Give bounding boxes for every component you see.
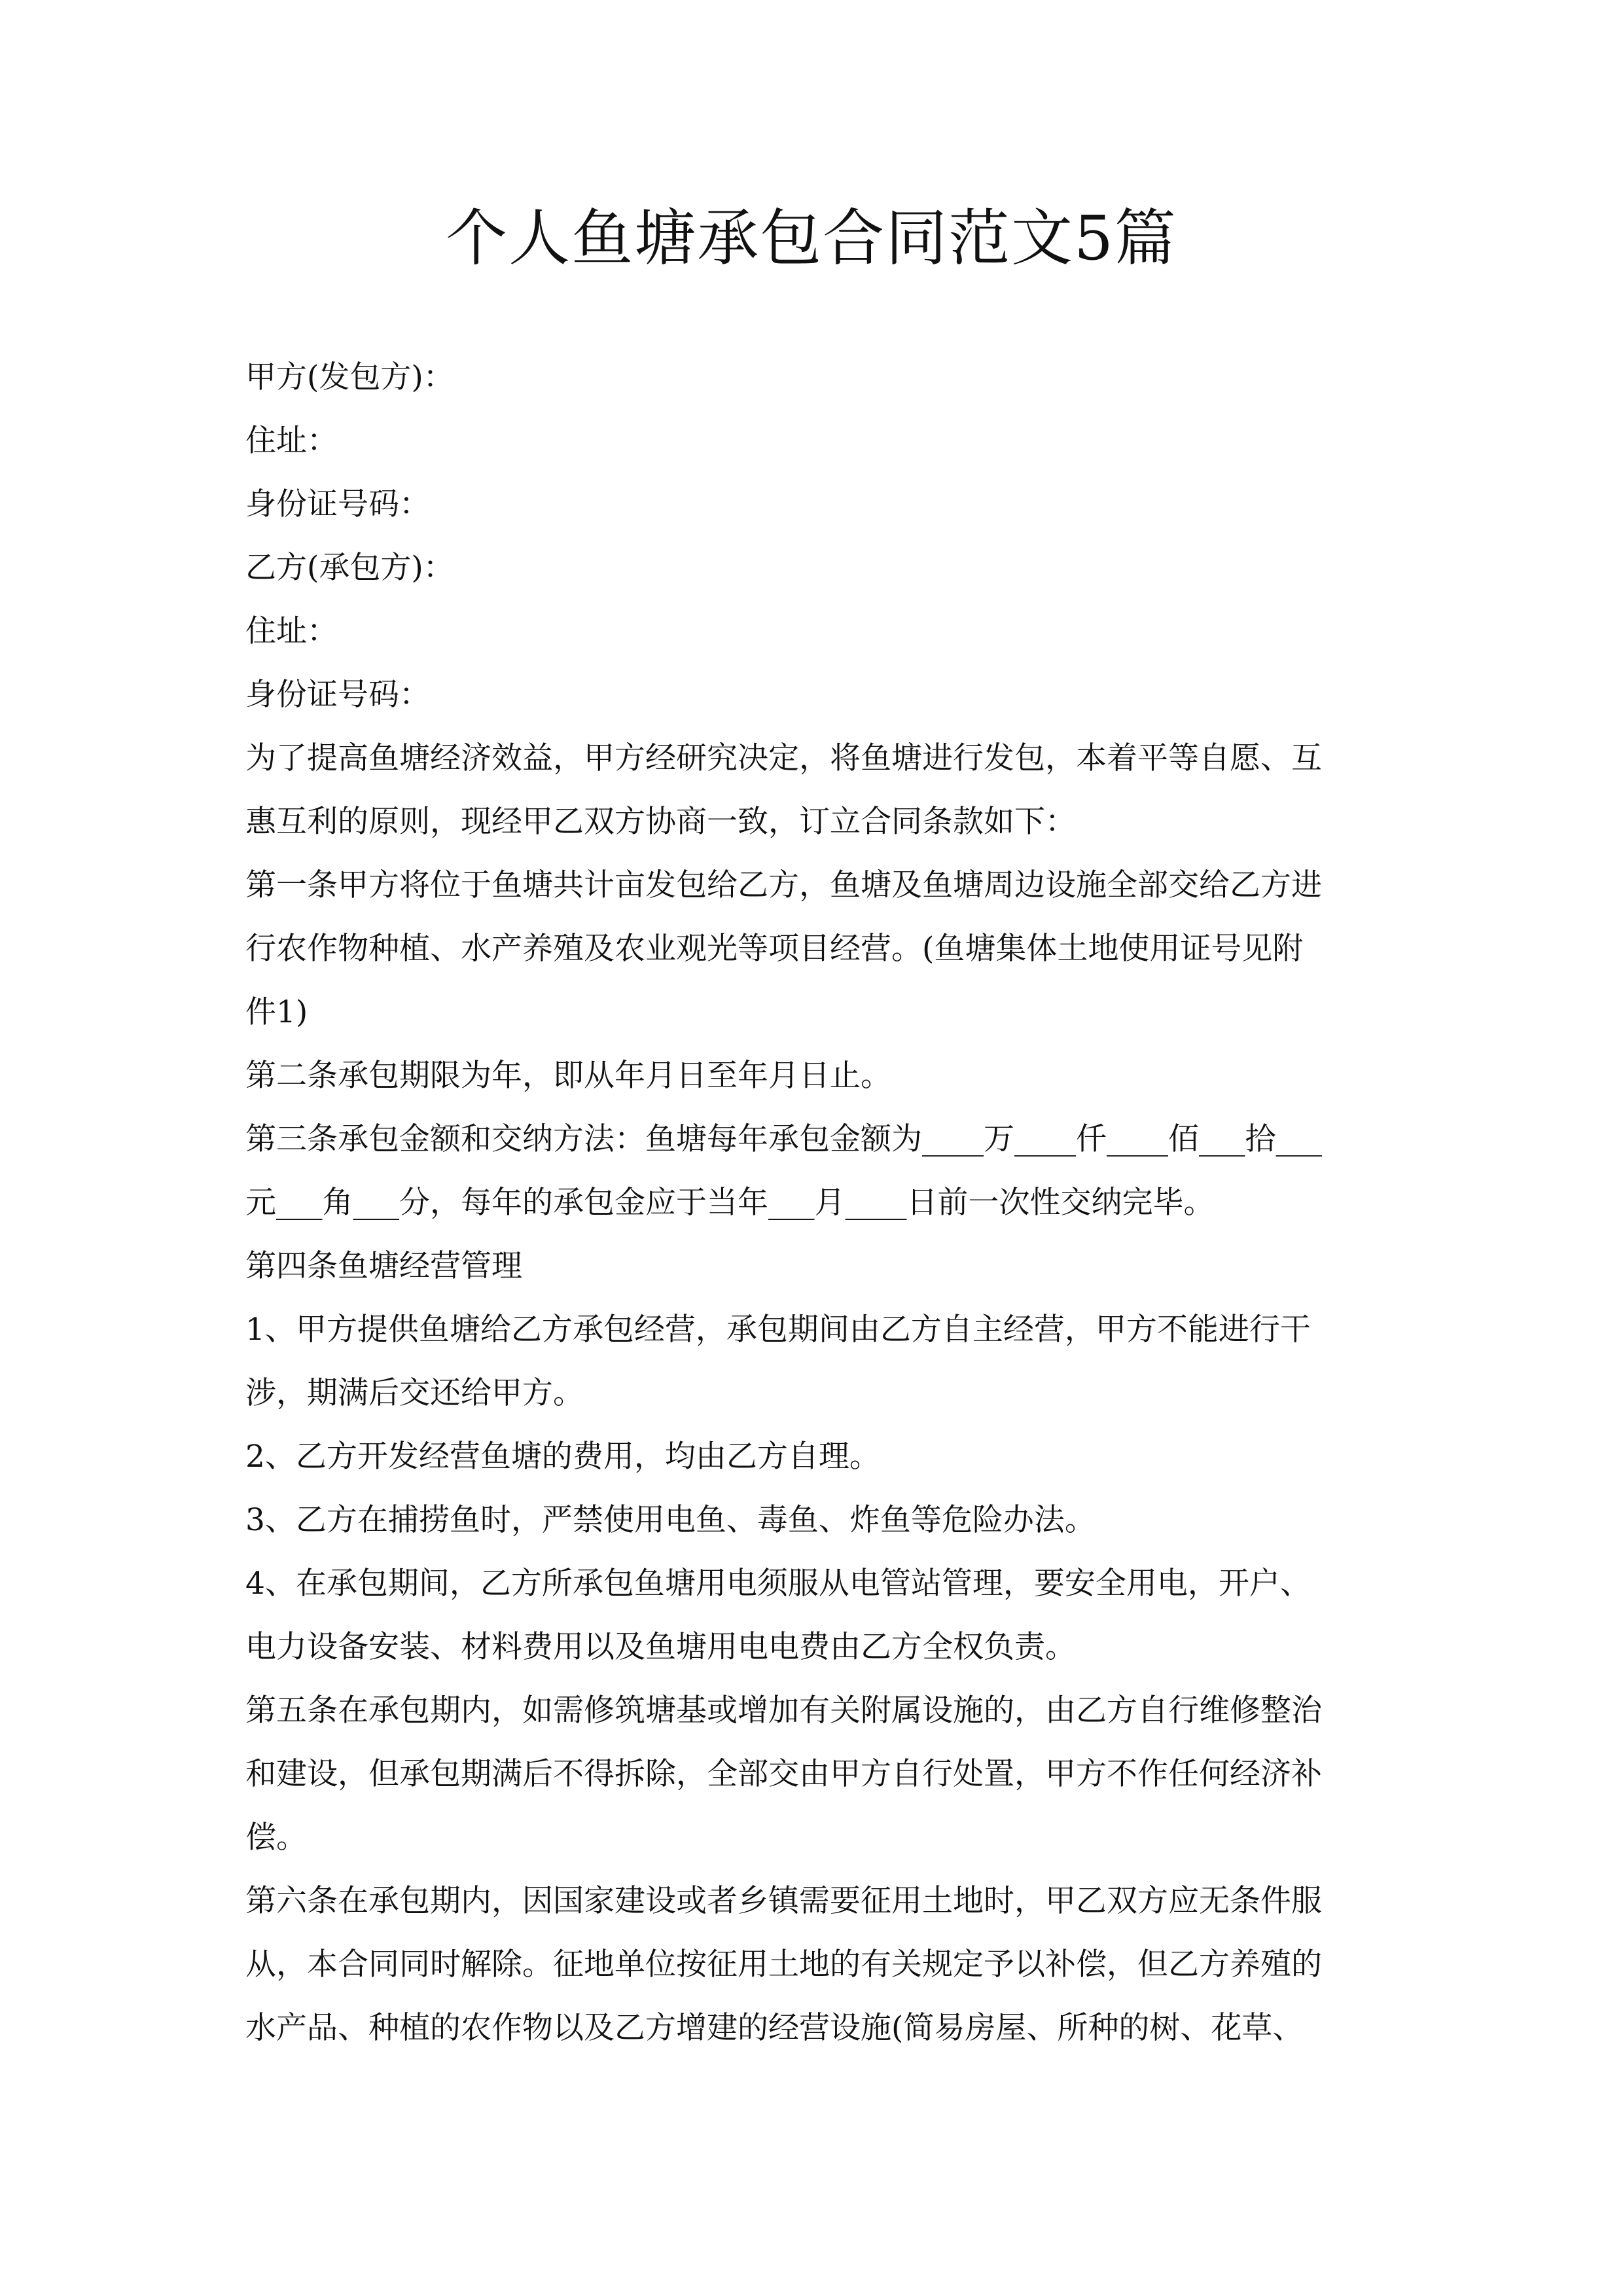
document-title: 个人鱼塘承包合同范文5篇 [446, 203, 1177, 274]
body-line: 1、甲方提供鱼塘给乙方承包经营，承包期间由乙方自主经营，甲方不能进行干 [245, 1312, 1311, 1348]
body-line: 行农作物种植、水产养殖及农业观光等项目经营。(鱼塘集体土地使用证号见附 [245, 931, 1304, 967]
body-line: 第四条鱼塘经营管理 [245, 1248, 522, 1284]
body-line: 水产品、种植的农作物以及乙方增建的经营设施(简易房屋、所种的树、花草、 [245, 2010, 1304, 2046]
body-line: 第一条甲方将位于鱼塘共计亩发包给乙方，鱼塘及鱼塘周边设施全部交给乙方进 [245, 867, 1322, 903]
document-body [245, 346, 1378, 2060]
body-line: 涉，期满后交还给甲方。 [245, 1375, 584, 1411]
body-line: 第五条在承包期内，如需修筑塘基或增加有关附属设施的，由乙方自行维修整治 [245, 1693, 1322, 1729]
body-line: 3、乙方在捕捞鱼时，严禁使用电鱼、毒鱼、炸鱼等危险办法。 [245, 1502, 1096, 1538]
body-line: 乙方(承包方)： [245, 550, 454, 586]
body-line: 第三条承包金额和交纳方法：鱼塘每年承包金额为____万____仟____佰___拾___ [245, 1121, 1322, 1157]
body-line: 元___角___分，每年的承包金应于当年___月____日前一次性交纳完毕。 [245, 1185, 1215, 1221]
body-line: 从，本合同同时解除。征地单位按征用土地的有关规定予以补偿，但乙方养殖的 [245, 1946, 1322, 1982]
body-line: 住址： [245, 423, 338, 459]
body-line: 住址： [245, 613, 338, 649]
body-line: 身份证号码： [245, 677, 430, 713]
body-line: 2、乙方开发经营鱼塘的费用，均由乙方自理。 [245, 1439, 880, 1475]
body-line: 身份证号码： [245, 486, 430, 522]
body-line: 为了提高鱼塘经济效益，甲方经研究决定，将鱼塘进行发包，本着平等自愿、互 [245, 740, 1322, 776]
body-line: 惠互利的原则，现经甲乙双方协商一致，订立合同条款如下： [245, 804, 1076, 840]
body-line: 甲方(发包方)： [245, 359, 454, 395]
body-line: 电力设备安装、材料费用以及鱼塘用电电费由乙方全权负责。 [245, 1629, 1076, 1665]
body-line: 第二条承包期限为年，即从年月日至年月日止。 [245, 1058, 891, 1094]
body-line: 和建设，但承包期满后不得拆除，全部交由甲方自行处置，甲方不作任何经济补 [245, 1756, 1322, 1792]
body-line: 4、在承包期间，乙方所承包鱼塘用电须服从电管站管理，要安全用电，开户、 [245, 1566, 1311, 1602]
body-line: 第六条在承包期内，因国家建设或者乡镇需要征用土地时，甲乙双方应无条件服 [245, 1883, 1322, 1919]
body-line: 偿。 [245, 1820, 307, 1856]
body-line: 件1) [245, 994, 308, 1030]
